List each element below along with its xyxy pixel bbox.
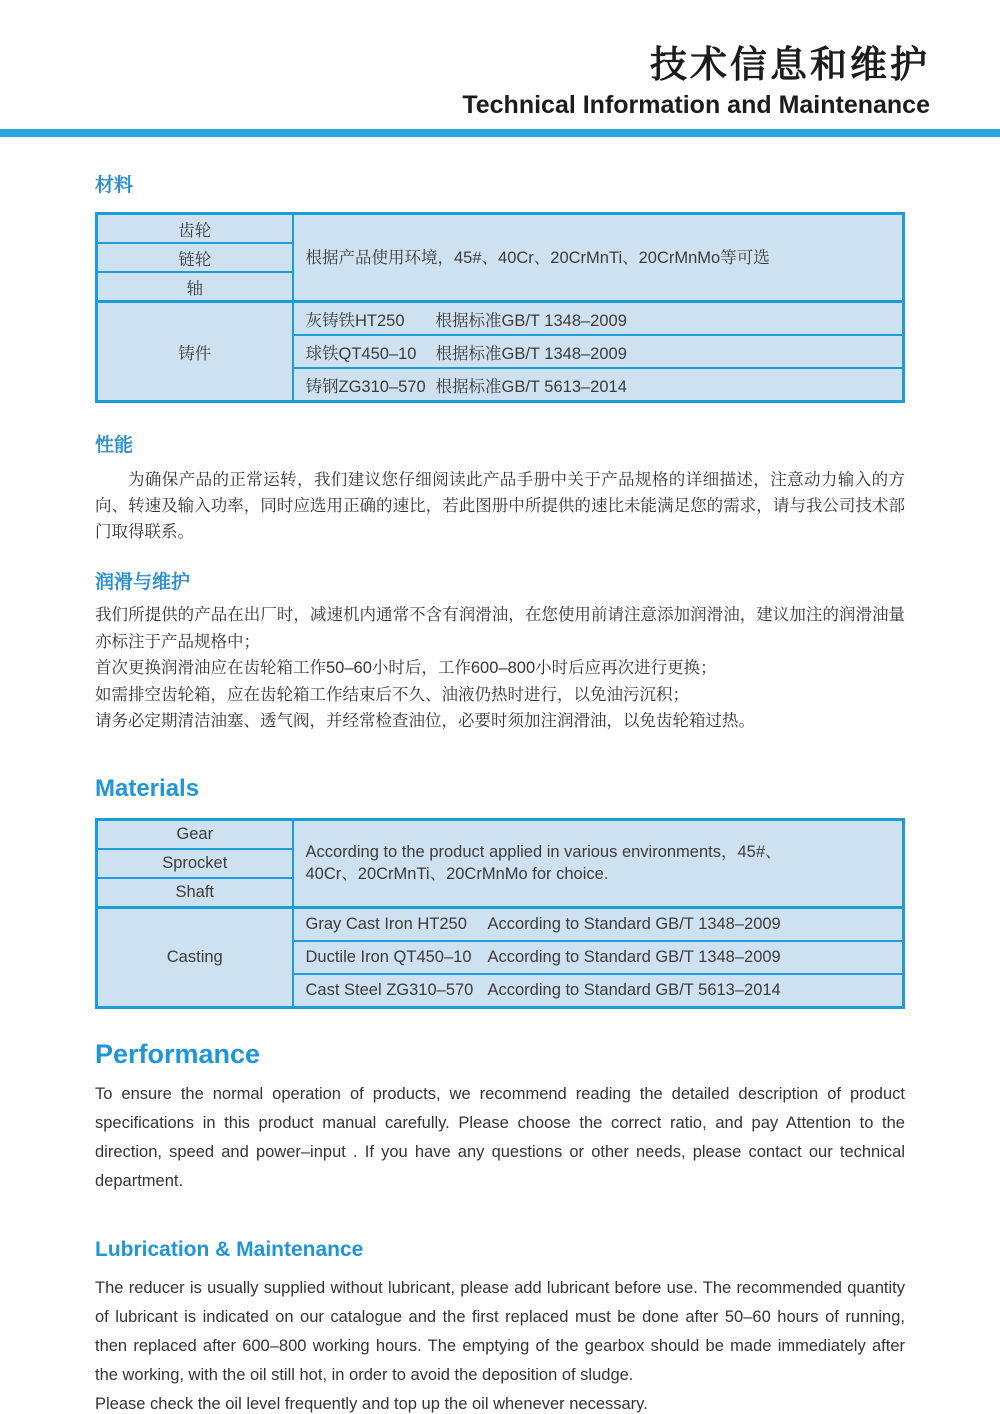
casting-material: Ductile Iron QT450–10 — [305, 947, 472, 966]
part-cell-shaft-en: Shaft — [97, 878, 293, 908]
header-rule — [0, 129, 1000, 137]
casting-material: Gray Cast Iron HT250 — [305, 914, 467, 933]
casting-standard: According to Standard GB/T 1348–2009 — [487, 947, 781, 966]
materials-table-zh — [95, 212, 905, 403]
casting-standard: 根据标准GB/T 1348–2009 — [435, 311, 627, 330]
materials-desc-line: 40Cr、20CrMnTi、20CrMnMo for choice. — [305, 865, 609, 884]
page-title-zh: 技术信息和维护 — [650, 44, 930, 85]
casting-standard: 根据标准GB/T 5613–2014 — [435, 377, 627, 396]
performance-paragraph-zh: 为确保产品的正常运转，我们建议您仔细阅读此产品手册中关于产品规格的详细描述，注意动力输入的方向、转速及输入功率，同时应选用正确的速比，若此图册中所提供的速比未能满足您的需求，请与我公司技术部门取得联系。 — [95, 471, 905, 542]
casting-cell — [293, 335, 904, 368]
part-cell-sprocket-en: Sprocket — [97, 849, 293, 878]
section-title-lubrication-zh: 润滑与维护 — [95, 572, 191, 594]
section-title-materials-zh: 材料 — [95, 175, 134, 197]
part-cell-gear-en: Gear — [97, 819, 293, 849]
casting-material: 球铁QT450–10 — [305, 344, 417, 363]
part-cell-gear-zh: 齿轮 — [97, 214, 293, 244]
materials-desc-line: According to the product applied in various environments，45#、 — [305, 842, 782, 861]
page-header — [0, 0, 1000, 120]
materials-table-en — [95, 818, 905, 1009]
section-title-materials-en: Materials — [95, 774, 200, 802]
table-row — [97, 907, 904, 941]
lubrication-line-zh: 首次更换润滑油应在齿轮箱工作50–60小时后，工作600–800小时后应再次进行更换； — [95, 659, 717, 678]
table-row — [97, 302, 904, 336]
casting-cell — [293, 907, 904, 941]
table-row — [97, 819, 904, 849]
page-title-en: Technical Information and Maintenance — [462, 91, 930, 120]
casting-standard: According to Standard GB/T 1348–2009 — [487, 914, 781, 933]
casting-label-en: Casting — [97, 907, 293, 1007]
lubrication-paragraph-en: The reducer is usually supplied without lubricant, please add lubricant before use. The recommended quantity of lubricant is indicated on our catalogue and the first replaced must be done after 50–60 hours of running, then replaced after 600–800 working hours. The emptying of the gearbox should be made immediately after the working, with the oil still hot, in order to avoid the deposition of sludge. — [95, 1278, 905, 1384]
lubrication-line-zh: 我们所提供的产品在出厂时，减速机内通常不含有润滑油，在您使用前请注意添加润滑油，建议加注的润滑油量亦标注于产品规格中； — [95, 606, 905, 651]
lubrication-line-zh: 如需排空齿轮箱，应在齿轮箱工作结束后不久、油液仍热时进行，以免油污沉积； — [95, 685, 689, 704]
casting-material: Cast Steel ZG310–570 — [305, 980, 474, 999]
casting-material: 铸钢ZG310–570 — [305, 377, 426, 396]
part-cell-shaft-zh: 轴 — [97, 272, 293, 302]
casting-label-zh: 铸件 — [97, 302, 293, 402]
casting-standard: 根据标准GB/T 1348–2009 — [435, 344, 627, 363]
casting-standard: According to Standard GB/T 5613–2014 — [487, 980, 781, 999]
performance-paragraph-en: To ensure the normal operation of products, we recommend reading the detailed description of product specifications in this product manual carefully. Please choose the correct ratio, and pay Attention to the direction, speed and power–input . If you have any questions or other needs, please contact our technical department. — [95, 1084, 905, 1190]
casting-cell — [293, 368, 904, 402]
casting-cell — [293, 302, 904, 336]
section-title-performance-zh: 性能 — [95, 435, 134, 457]
materials-desc-zh: 根据产品使用环境，45#、40Cr、20CrMnTi、20CrMnMo等可选 — [293, 214, 904, 302]
casting-cell — [293, 974, 904, 1008]
lubrication-line-zh: 请务必定期清洁油塞、透气阀，并经常检查油位，必要时须加注润滑油，以免齿轮箱过热。 — [95, 712, 755, 731]
casting-material: 灰铸铁HT250 — [305, 311, 405, 330]
page-content — [0, 170, 1000, 1414]
materials-desc-en — [293, 819, 904, 907]
table-row — [97, 214, 904, 244]
lubrication-paragraph-en: Please check the oil level frequently and top up the oil whenever necessary. — [95, 1394, 648, 1413]
part-cell-sprocket-zh: 链轮 — [97, 243, 293, 272]
section-title-performance-en: Performance — [95, 1038, 261, 1069]
casting-cell — [293, 941, 904, 974]
section-title-lubrication-en: Lubrication & Maintenance — [95, 1237, 364, 1261]
